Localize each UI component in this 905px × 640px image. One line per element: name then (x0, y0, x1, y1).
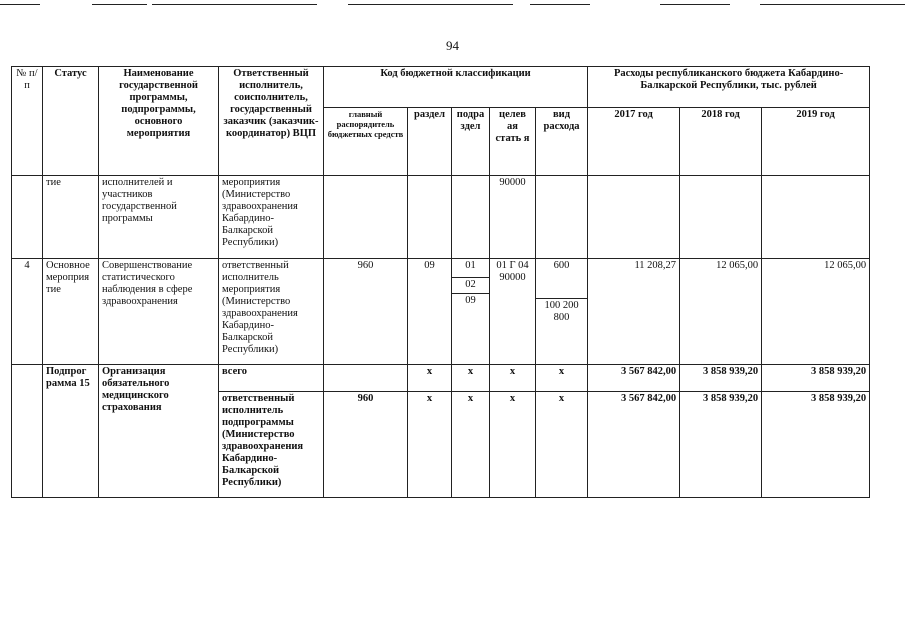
subsection-code: 01 (465, 260, 476, 271)
row-section (408, 176, 452, 259)
row-y2019 (762, 176, 870, 259)
expense-type-code: 600 (553, 260, 570, 271)
row-status: тие (43, 176, 99, 259)
header-status: Статус (43, 67, 99, 176)
header-responsible: Ответственный исполнитель, соисполнитель, государственный заказчик (заказчик-координатор) ВЦП (219, 67, 324, 176)
header-year-2017: 2017 год (588, 108, 680, 176)
expense-type-code: 100 200 800 (536, 298, 587, 324)
header-num: № п/п (12, 67, 43, 176)
row-responsible: всего (219, 365, 324, 392)
row-manager: 960 (324, 259, 408, 365)
row-name: исполнителей и участников государственной программы (99, 176, 219, 259)
row-responsible: мероприятия (Министерство здравоохранения Кабардино-Балкарской Республики) (219, 176, 324, 259)
header-section: раздел (408, 108, 452, 176)
row-manager (324, 176, 408, 259)
row-y2018: 3 858 939,20 (680, 365, 762, 392)
row-y2018 (680, 176, 762, 259)
row-y2017 (588, 176, 680, 259)
row-section: 09 (408, 259, 452, 365)
row-manager: 960 (324, 392, 408, 498)
row-y2017: 11 208,27 (588, 259, 680, 365)
header-expense-type: вид расхода (536, 108, 588, 176)
row-section: х (408, 392, 452, 498)
row-status: Основное мероприя тие (43, 259, 99, 365)
subsection-code: 09 (452, 293, 489, 307)
row-responsible (219, 392, 324, 498)
row-subsection (452, 259, 490, 365)
responsible-text: ответственный исполнитель подпрограммы (Министерство здравоохранения Кабардино-Балкарской Республики) (222, 393, 304, 488)
row-y2019: 3 858 939,20 (762, 392, 870, 498)
page-number: 94 (446, 38, 459, 53)
table-row (12, 176, 870, 259)
row-target: х (490, 365, 536, 392)
table-row (12, 365, 870, 392)
row-manager (324, 365, 408, 392)
row-section: х (408, 365, 452, 392)
row-responsible: ответственный исполнитель мероприятия (Министерство здравоохранения Кабардино-Балкарской Республики) (219, 259, 324, 365)
header-main-manager: главный распорядитель бюджетных средств (324, 108, 408, 176)
row-target: 90000 (490, 176, 536, 259)
row-subsection: х (452, 392, 490, 498)
row-subsection (452, 176, 490, 259)
row-num (12, 365, 43, 498)
row-y2017: 3 567 842,00 (588, 365, 680, 392)
row-type (536, 176, 588, 259)
scan-artifact-line (92, 4, 147, 5)
scan-artifact-line (760, 4, 905, 5)
header-year-2018: 2018 год (680, 108, 762, 176)
row-num: 4 (12, 259, 43, 365)
row-y2018: 12 065,00 (680, 259, 762, 365)
row-y2017: 3 567 842,00 (588, 392, 680, 498)
scan-artifact-line (0, 4, 40, 5)
scan-artifact-line (152, 4, 317, 5)
header-expenses: Расходы республиканского бюджета Кабардино-Балкарской Республики, тыс. рублей (588, 67, 870, 108)
row-type: х (536, 365, 588, 392)
subsection-code: 02 (452, 277, 489, 291)
table-row (12, 259, 870, 365)
header-subsection: подра здел (452, 108, 490, 176)
row-type (536, 259, 588, 365)
scan-artifact-line (348, 4, 513, 5)
header-name: Наименование государственной программы, подпрограммы, основного мероприятия (99, 67, 219, 176)
row-subsection: х (452, 365, 490, 392)
header-target-article: целев ая стать я (490, 108, 536, 176)
scan-artifact-line (660, 4, 730, 5)
row-y2019: 12 065,00 (762, 259, 870, 365)
row-name: Совершенствование статистического наблюдения в сфере здравоохранения (99, 259, 219, 365)
row-y2018: 3 858 939,20 (680, 392, 762, 498)
header-year-2019: 2019 год (762, 108, 870, 176)
row-y2019: 3 858 939,20 (762, 365, 870, 392)
row-target: 01 Г 04 90000 (490, 259, 536, 365)
budget-table (11, 66, 870, 498)
scan-artifact-line (530, 4, 590, 5)
row-type: х (536, 392, 588, 498)
row-target: х (490, 392, 536, 498)
row-name: Организация обязательного медицинского страхования (99, 365, 219, 498)
row-status: Подпрог рамма 15 (43, 365, 99, 498)
row-num (12, 176, 43, 259)
header-budget-code: Код бюджетной классификации (324, 67, 588, 108)
